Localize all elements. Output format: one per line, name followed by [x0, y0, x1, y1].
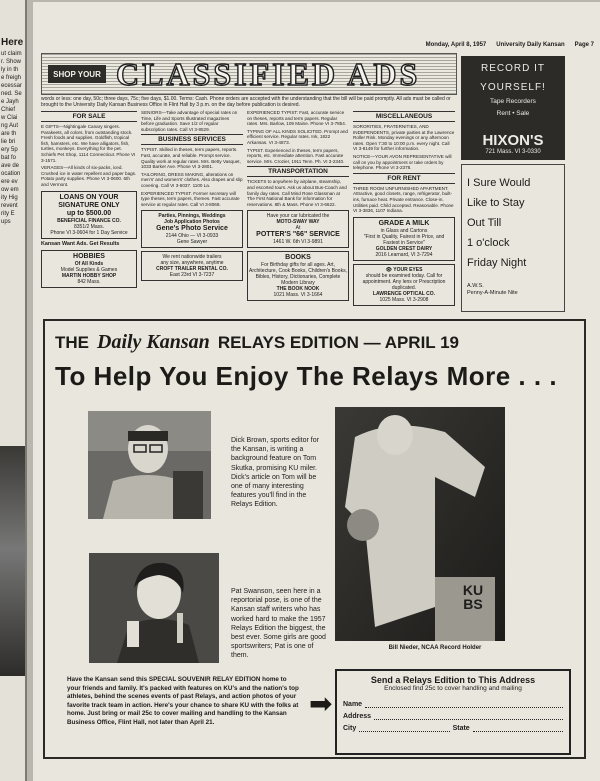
relays-edition-date: RELAYS EDITION — APRIL 19: [217, 333, 460, 352]
stay-signature-1: A.W.S.: [467, 283, 484, 289]
fragment-line: ave de: [1, 163, 20, 169]
header-page: Page 7: [574, 42, 594, 48]
form-city-label: City: [343, 725, 357, 732]
stay-line: Out Till: [467, 217, 502, 229]
rent-address: East 23rd VI 3-7237: [169, 272, 215, 279]
dick-brown-caption: Dick Brown, sports editor for the Kansan, is writing a background feature on Tom Skutka, promising KU miler. Dick's article on Tom will be one of many interesting features you'll find in the Relays Edition.: [231, 437, 319, 509]
books-text: For Birthday gifts for all ages. Art, Architecture, Cook Books, Children's Books, Bibles, History, Dictionaries, Complete Modern Library: [249, 262, 347, 287]
optical-address: 1025 Mass. VI 3-2908: [379, 296, 429, 303]
fragment-word: ly in th: [1, 67, 19, 73]
rent-line-2: any size, anywhere, anytime: [160, 260, 224, 267]
loans-address: 8351/2 Mass.: [73, 223, 105, 230]
business-services-heading: BUSINESS SERVICES: [141, 134, 243, 145]
souvenir-blurb: Have the Kansan send this SPECIAL SOUVENIR RELAY EDITION home to your friends and family. It's packed with features on KU's and the nation's top athletes, behind the scenes events of past Relays, and action photos of your favorite track team in action. Here's your chance to share KU with the folks at home. Just bring or mail 25c to cover mailing and handling to the Kansan Business Office, Flint Hall, not later than April 21.: [67, 676, 299, 726]
transportation-heading: TRANSPORTATION: [247, 166, 349, 177]
form-address-label: Address: [343, 713, 372, 720]
books-title: BOOKS: [285, 254, 311, 262]
shop-your-label: SHOP YOUR: [48, 65, 106, 83]
hobbies-sub: Of All Kinds: [74, 261, 104, 268]
form-address-row[interactable]: [343, 708, 563, 720]
gene-name: Gene Sawyer: [176, 239, 208, 246]
header-paper: University Daily Kansan: [496, 42, 565, 48]
hixons-address: 721 Mass. VI 3-0330: [485, 149, 541, 155]
trailer-rental-ad: [141, 251, 243, 281]
loans-amount: up to $500.00: [66, 209, 112, 217]
mail-order-form[interactable]: [335, 669, 571, 755]
fragment-line: ecessar: [1, 83, 23, 89]
potters-address: 1461 W. 6th VI 3-9891: [273, 239, 323, 246]
optical-name: LAWRENCE OPTICAL CO.: [372, 290, 436, 297]
optical-ad: [353, 264, 455, 306]
lubricated-line-3: At: [295, 225, 301, 232]
bill-nieder-caption: Bill Nieder, NCAA Record Holder: [388, 645, 482, 651]
record-line-3: Tape Recorders: [490, 98, 536, 105]
fragment-line: w Clai: [1, 115, 18, 121]
dairy-ad: [353, 217, 455, 261]
classified-column-1: [41, 110, 137, 291]
apartment-ad: THREE ROOM UNFURNISHED APARTMENT. Attractive, good closets, range, refrigerator, built-ins, furnace heat. Private entrance. Close-in. Utilities paid. Child accepted. Reasonable. Phone VI 3-3836, 1107 Indiana.: [353, 185, 454, 214]
fragment-line: ery 5p: [1, 147, 18, 153]
fragment-photo: [0, 446, 27, 676]
fragment-line: ere ev: [1, 179, 18, 185]
pat-swanson-photo: [89, 553, 219, 663]
milk-sub: in Glass and Cartons: [380, 227, 428, 234]
miscellaneous-heading: MISCELLANEOUS: [353, 111, 455, 122]
form-state-label: State: [452, 725, 470, 732]
book-nook-address: 1021 Mass. VI 3-1664: [273, 292, 323, 299]
book-nook: THE BOOK NOOK: [276, 286, 320, 293]
want-ads-note: Kansan Want Ads. Get Results: [41, 240, 120, 247]
kansan-masthead: Daily Kansan: [97, 331, 210, 353]
fragment-line: ned. Se: [1, 91, 22, 97]
photo-service-ad: [141, 210, 243, 248]
dairy-address: 2016 Learnard, VI 3-7294: [375, 251, 433, 258]
relays-edition-promo: [43, 319, 586, 759]
transportation-ad: TICKETS to anywhere by airplane, steamship, and escorted tours. Ask us about Bus-Coach and family day rates. Call Mind Rose Glassman at The First National Bank for information for reservations. 8th & Mass. Phone VI 3-6622.: [247, 179, 347, 207]
typing-all-kinds-ad: TYPING OF ALL KINDS SOLICITED. Prompt and efficient service. Regular rates. Ink, 1822 Arkansas. VI 3-4873.: [247, 128, 348, 145]
typist-ad: TYPIST. Skilled in theses, term papers, reports. Fast, accurate, and reliable. Prompt service. Quality work at regular rates. Mrs. Betty Vasquet, 1033 Barker Ave. Phone VI 3-2801.: [141, 147, 241, 170]
fragment-line: rity E: [1, 211, 15, 217]
classified-column-3: [247, 110, 349, 304]
parties-title: Parties, Pinnings, Weddings: [158, 213, 226, 220]
for-rent-heading: FOR RENT: [353, 173, 455, 184]
left-page-fragment: [0, 0, 27, 781]
stay-out-ad: [461, 164, 565, 312]
stay-line: Friday Night: [467, 257, 527, 269]
fragment-word: r. Show: [1, 59, 22, 65]
roller-rink-ad: SORORITIES, FRATERNITIES, AND INDEPENDENTS, private parties at the Lawrence Roller Rink. Monday evenings or any afternoon rates. Open 7:30 to 10:00 p.m. every night. Call VI 3-8149 for further information.: [353, 124, 455, 152]
rent-line-1: We rent nationwide trailers: [162, 254, 222, 261]
fragment-line: revent: [1, 203, 18, 209]
rent-company: CROFT TRAILER RENTAL CO.: [156, 266, 228, 273]
page-header: [39, 42, 594, 50]
fragment-line: ocation: [1, 171, 21, 177]
stay-line: Like to Stay: [467, 197, 525, 209]
relays-headline: To Help You Enjoy The Relays More . . .: [55, 361, 558, 391]
eyes-line-2: should be examined today. Call for appointment. Any lens or Prescription duplicated.: [362, 272, 446, 291]
potters-name: POTTER'S "66" SERVICE: [256, 231, 340, 239]
loans-phone: Phone VI 3-0604 for 1 Day Service: [50, 229, 128, 236]
milk-title: GRADE A MILK: [378, 219, 430, 227]
lubricated-line-2: MOTO-SWAY WAY: [276, 219, 320, 226]
form-state-line[interactable]: [473, 724, 563, 732]
fragment-line: e freigh: [1, 75, 22, 81]
relays-title: [55, 331, 459, 354]
fragment-line: bat fo: [1, 155, 17, 161]
fragment-word: ut claim: [1, 51, 22, 57]
experienced-typist-ad-2: EXPERIENCED TYPIST: Fast, accurate service on theses, reports and term papers. Regular rates. Mrs. Barlow, 109 Maine. Phone VI 3-7854.: [247, 110, 347, 127]
tailoring-ad: TAILORING, DRESS MAKING, alterations on men's' and women's' clothes. Also drapes and slip covering. Call VI 3-6037. 1100 La.: [141, 171, 243, 188]
fragment-line: are th: [1, 131, 17, 137]
classified-banner: [41, 53, 457, 95]
form-city-line[interactable]: [359, 724, 449, 732]
form-title: Send a Relays Edition to This Address: [370, 675, 536, 685]
gene-title: Gene's Photo Service: [156, 225, 228, 233]
stay-signature-2: Penny-A-Minute Nite: [467, 290, 518, 296]
beverages-ad: VERAGES—All kinds of six-packs, iced. Crushed ice in water repellent and paper bags. Potato party supplies. Phone VI 3-0600. 6th and Vermont.: [41, 165, 137, 187]
fragment-line: ity Hig: [1, 195, 18, 201]
classified-column-4: [353, 110, 455, 309]
fragment-word: Here: [1, 37, 24, 48]
gene-phone: 2144 Ohio — VI 3-0933: [165, 233, 219, 240]
record-it-ad: [461, 56, 565, 160]
form-name-line[interactable]: [365, 700, 563, 708]
hixons-name: HIXON'S: [482, 132, 544, 149]
seniors-ad: SENIORS—Take advantage of special rates on Time, Life and Sports Illustrated magazines before graduation. Save 1/2 of regular subscription rates. Call VI 3-8529.: [141, 110, 238, 132]
newspaper-page: [33, 2, 600, 781]
lubricated-line-1: Have your car lubricated the: [266, 213, 330, 220]
hobbies-shop: MARTIN HOBBY SHOP: [61, 273, 117, 280]
eyes-title: YOUR EYES: [393, 266, 423, 273]
jersey-letters: KU BS: [462, 582, 484, 612]
stay-line: 1 o'clock: [467, 237, 510, 249]
record-line-1: RECORD IT: [481, 63, 545, 74]
hobbies-line: Model Supplies & Games: [60, 267, 118, 274]
eye-icon: 👁: [385, 266, 392, 273]
hobbies-title: HOBBIES: [73, 253, 105, 261]
form-address-line[interactable]: [374, 712, 563, 720]
fragment-line: e Jayh: [1, 99, 19, 105]
record-line-4: Rent • Sale: [496, 110, 530, 117]
hobbies-ad: [41, 250, 137, 288]
dick-brown-photo: [88, 411, 211, 519]
for-sale-ad: E GIFTS—Nightingale Canary singers. Parakeets, all colors, from outstanding stock. Fresh foods and supplies. Goldfish, tropical fish, hamsters, etc. We have alligators, fish, turtles, monkeys. Everything for the pet. Schiefs Pet Shop, 1114 Connecticut. Phone VI 3-1571.: [41, 124, 136, 163]
arrow-right-icon: ➡: [309, 689, 333, 720]
form-city-row[interactable]: [343, 720, 563, 732]
form-name-row[interactable]: [343, 696, 563, 708]
bill-nieder-photo: [335, 407, 505, 641]
relays-the: THE: [55, 333, 89, 352]
loans-ad: [41, 191, 137, 239]
parties-sub: Job Application Photos: [164, 219, 220, 226]
classified-column-2: [141, 110, 243, 284]
typist-ad-2: TYPIST. Experienced in theses, term papers, reports, etc. Immediate attention. Fast accurate service. Mrs. Crozier, 1911 Tenn. Ph. VI 3-2340.: [247, 147, 345, 164]
for-sale-heading: FOR SALE: [41, 111, 137, 122]
milk-quote: "First in Quality, Fairest in Price, and Fastest in Service": [363, 233, 445, 246]
fragment-line: ng Aut: [1, 123, 19, 129]
experienced-typist-ad: EXPERIENCED TYPIST. Former secretary will type theses, term papers, themes. Fast accurate service at regular rates. Call VI 3-8068.: [141, 190, 240, 207]
hobbies-address: 842 Mass.: [77, 279, 101, 286]
fragment-line: ow em: [1, 187, 19, 193]
loans-company: BENEFICIAL FINANCE CO.: [57, 217, 121, 224]
form-subtitle: Enclosed find 25c to cover handling and mailing: [384, 685, 522, 692]
books-ad: [247, 251, 349, 301]
potters-service-ad: [247, 210, 349, 248]
stay-line: I Sure Would: [467, 177, 531, 189]
dairy-name: GOLDEN CREST DAIRY: [375, 245, 433, 252]
form-name-label: Name: [343, 701, 363, 708]
fragment-line: Chief: [1, 107, 16, 113]
avon-notice-ad: NOTICE—YOUR AVON REPRESENTATIVE will call on you by appointment or take orders by telephone. Phone VI 3-2378.: [353, 153, 452, 171]
fragment-line: lie bri: [1, 139, 16, 145]
classified-title: CLASSIFIED ADS: [116, 55, 421, 92]
record-line-2: YOURSELF!: [480, 82, 546, 93]
fragment-line: ups: [1, 219, 11, 225]
pat-swanson-caption: Pat Swanson, seen here in a reportorial pose, is one of the Kansan staff writers who has worked hard to make the 1957 Relays Edition the biggest, the best ever. Some girls are good sportswriters; Pat is one of them.: [231, 588, 326, 660]
header-date: Monday, April 8, 1957: [425, 42, 487, 48]
loans-title: LOANS ON YOUR SIGNATURE ONLY: [58, 193, 120, 209]
classified-intro: words or less: one day, 50c; three days, 75c; five days, $1.00. Terms: Cash. Phone orders are accepted with the understanding that the bill will be paid promptly. All ads must be called or brought to the University Daily Kansan Business Office in Flint Hall by 3 p.m. on the day before publication is desired.: [41, 96, 451, 108]
